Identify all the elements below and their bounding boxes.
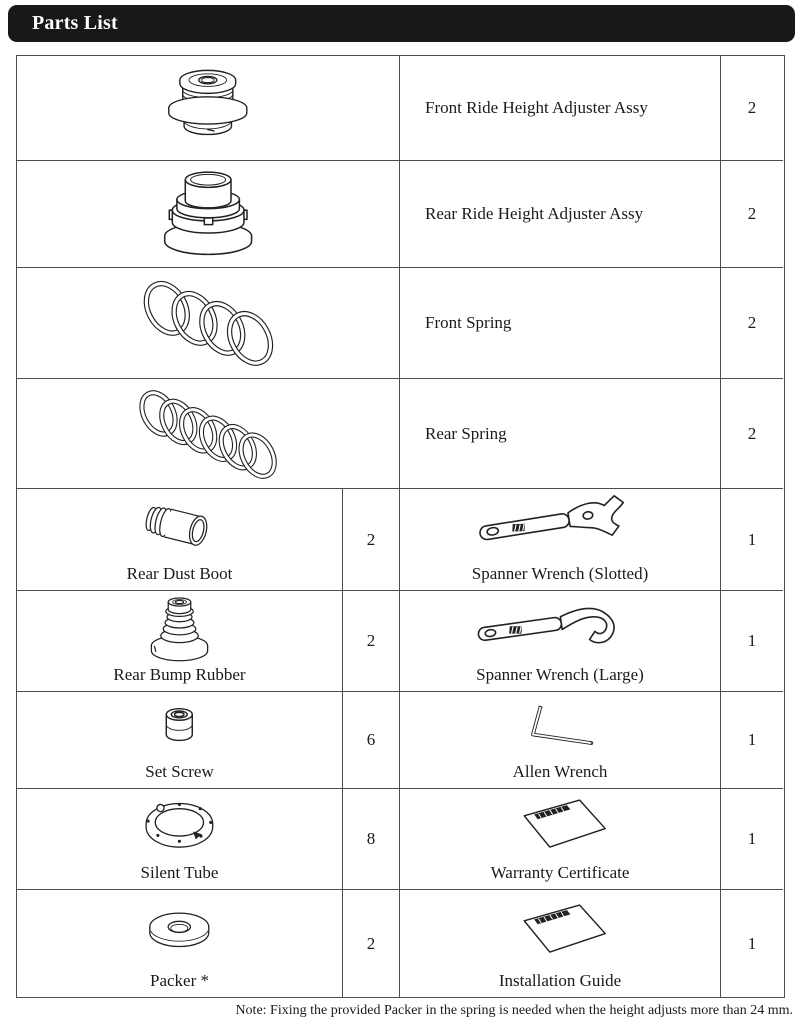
part-item-cell	[400, 890, 721, 997]
part-image-cell	[17, 56, 400, 161]
part-item-cell	[400, 489, 721, 591]
part-name: Front Spring	[425, 313, 512, 332]
part-qty: 2	[747, 98, 757, 117]
part-qty-cell	[343, 489, 400, 591]
part-item-cell	[400, 692, 721, 789]
front-spring-image	[136, 276, 279, 370]
part-qty: 2	[747, 423, 757, 443]
part-name: Allen Wrench	[512, 762, 608, 781]
part-qty-cell	[721, 56, 783, 161]
spanner-wrench-large-image	[468, 591, 653, 663]
part-image-cell	[17, 161, 400, 268]
part-qty: 6	[366, 730, 376, 749]
rear-bump-rubber-image	[142, 592, 217, 662]
part-qty: 1	[747, 529, 757, 549]
part-name-cell	[400, 379, 721, 489]
header-bar	[8, 5, 795, 42]
part-item-cell	[17, 489, 343, 591]
allen-wrench-image	[511, 698, 608, 754]
part-name: Rear Dust Boot	[126, 564, 233, 583]
part-qty-cell	[343, 890, 400, 997]
part-name: Rear Ride Height Adjuster Assy	[425, 204, 644, 223]
part-qty: 1	[747, 730, 757, 749]
page-title: Parts List	[32, 12, 118, 34]
part-image-cell	[17, 268, 400, 379]
part-name: Rear Spring	[425, 423, 507, 443]
part-item-cell	[17, 789, 343, 890]
part-name: Warranty Certificate	[490, 863, 630, 882]
part-name: Spanner Wrench (Slotted)	[471, 564, 649, 583]
part-qty-cell	[721, 268, 783, 379]
spanner-wrench-slotted-image	[468, 489, 653, 562]
part-qty-cell	[721, 890, 783, 997]
part-item-cell	[400, 591, 721, 692]
part-qty-cell	[721, 379, 783, 489]
part-name: Front Ride Height Adjuster Assy	[425, 98, 648, 117]
part-qty-cell	[721, 591, 783, 692]
part-qty: 1	[747, 631, 757, 650]
part-qty: 2	[747, 204, 757, 223]
footnote: Note: Fixing the provided Packer in the spring is needed when the height adjusts more than 24 mm.	[235, 1003, 793, 1018]
part-item-cell	[400, 789, 721, 890]
part-name-cell	[400, 161, 721, 268]
part-qty-cell	[343, 789, 400, 890]
installation-guide-image	[500, 898, 621, 962]
packer-image	[140, 902, 219, 957]
part-qty: 2	[366, 529, 376, 549]
part-qty: 2	[747, 313, 757, 332]
part-item-cell	[17, 591, 343, 692]
part-name: Rear Bump Rubber	[113, 665, 246, 684]
part-qty: 1	[747, 829, 757, 848]
part-name-cell	[400, 56, 721, 161]
silent-tube-image	[137, 795, 222, 855]
part-qty-cell	[343, 591, 400, 692]
part-name: Spanner Wrench (Large)	[476, 665, 644, 684]
part-name: Installation Guide	[498, 971, 622, 990]
part-name-cell	[400, 268, 721, 379]
part-qty: 2	[366, 933, 376, 953]
part-qty-cell	[721, 489, 783, 591]
part-item-cell	[17, 692, 343, 789]
part-name: Silent Tube	[140, 863, 219, 882]
part-qty: 1	[747, 933, 757, 953]
warranty-certificate-image	[500, 793, 621, 857]
parts-table	[16, 55, 785, 998]
rear-ride-height-adjuster-image	[151, 166, 265, 262]
part-qty: 8	[366, 829, 376, 848]
part-item-cell	[17, 890, 343, 997]
part-qty-cell	[721, 789, 783, 890]
set-screw-image	[154, 700, 205, 752]
part-image-cell	[17, 379, 400, 489]
part-name: Set Screw	[145, 762, 214, 781]
rear-dust-boot-image	[133, 495, 226, 557]
part-qty-cell	[721, 161, 783, 268]
front-ride-height-adjuster-image	[159, 62, 257, 154]
rear-spring-image	[135, 387, 280, 481]
part-qty-cell	[343, 692, 400, 789]
part-name: Packer *	[149, 971, 209, 990]
part-qty-cell	[721, 692, 783, 789]
part-qty: 2	[366, 631, 376, 650]
